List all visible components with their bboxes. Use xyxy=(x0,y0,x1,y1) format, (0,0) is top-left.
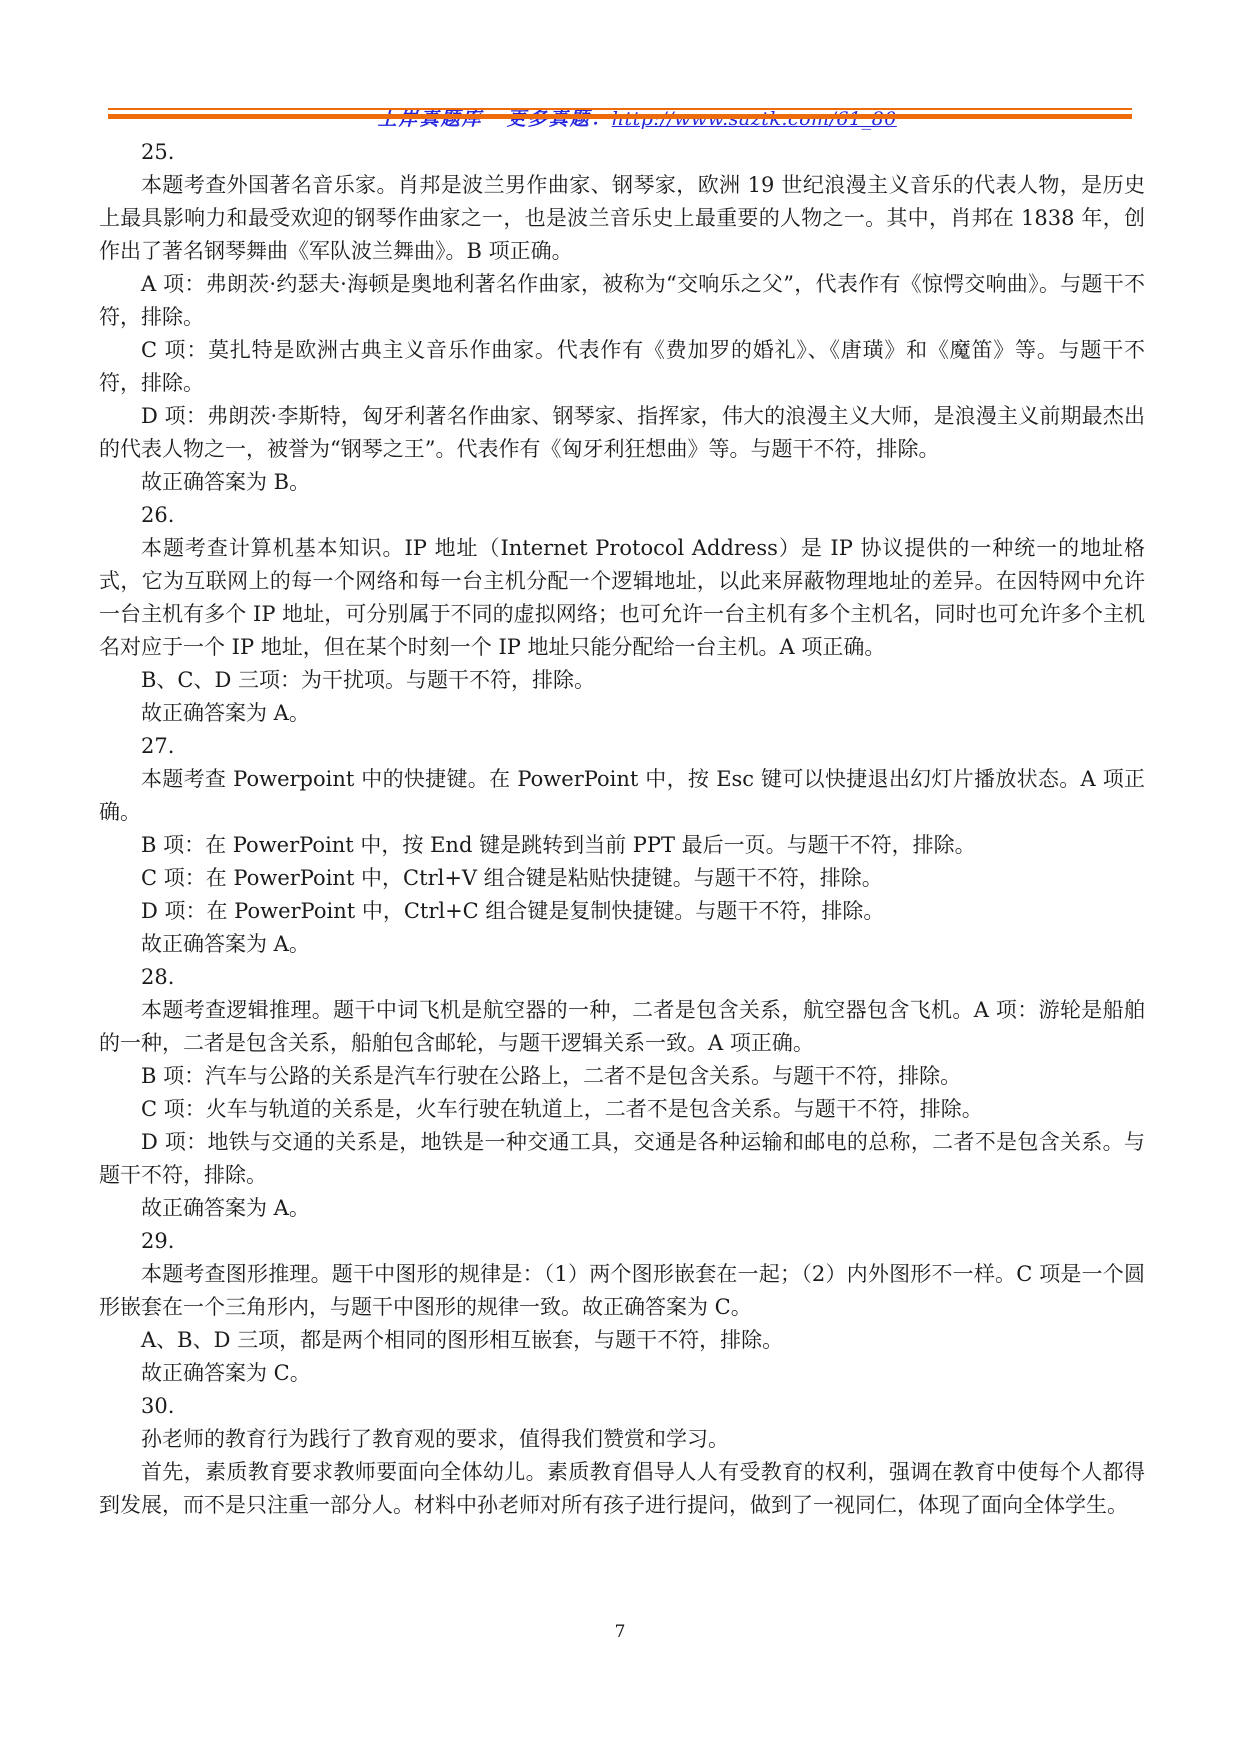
paragraph: B、C、D 三项：为干扰项。与题干不符，排除。 xyxy=(141,668,596,692)
paragraph: 故正确答案为 B。 xyxy=(141,470,311,494)
paragraph: D 项：弗朗茨·李斯特，匈牙利著名作曲家、钢琴家、指挥家，伟大的浪漫主义大师，是浪漫主义前期最杰出的代表人物之一，被誉为“钢琴之王”。代表作有《匈牙利狂想曲》等。与题干不符，排除。 xyxy=(99,404,1145,461)
paragraph: 本题考查计算机基本知识。IP 地址（Internet Protocol Address）是 IP 协议提供的一种统一的地址格式，它为互联网上的每一个网络和每一台主机分配一个逻辑地址，以此来屏蔽物理地址的差异。在因特网中允许一台主机有多个 IP 地址，可分别属于不同的虚拟网络；也可允许一台主机有多个主机名，同时也可允许多个主机名对应于一个 IP 地址，但在某个时刻一个 IP 地址只能分配给一台主机。A 项正确。 xyxy=(99,536,1145,659)
header-site-name: 上岸真题库 xyxy=(377,108,483,130)
paragraph: 28. xyxy=(141,965,175,989)
header-more-label: 更多真题： xyxy=(506,108,612,130)
header-link[interactable]: http://www.saztk.com/61_80 xyxy=(611,108,897,130)
paragraph: 本题考查图形推理。题干中图形的规律是：（1）两个图形嵌套在一起；（2）内外图形不一样。C 项是一个圆形嵌套在一个三角形内，与题干中图形的规律一致。故正确答案为 C。 xyxy=(99,1262,1145,1319)
paragraph: 本题考查 Powerpoint 中的快捷键。在 PowerPoint 中，按 Esc 键可以快捷退出幻灯片播放状态。A 项正确。 xyxy=(99,767,1145,824)
paragraph: 故正确答案为 A。 xyxy=(141,932,310,956)
paragraph: C 项：莫扎特是欧洲古典主义音乐作曲家。代表作有《费加罗的婚礼》、《唐璜》和《魔笛》等。与题干不符，排除。 xyxy=(99,338,1145,395)
paragraph: C 项：火车与轨道的关系是，火车行驶在轨道上，二者不是包含关系。与题干不符，排除。 xyxy=(141,1097,983,1121)
paragraph: 首先，素质教育要求教师要面向全体幼儿。素质教育倡导人人有受教育的权利，强调在教育中使每个人都得到发展，而不是只注重一部分人。材料中孙老师对所有孩子进行提问，做到了一视同仁，体现了面向全体学生。 xyxy=(99,1460,1145,1517)
paragraph: 本题考查逻辑推理。题干中词飞机是航空器的一种，二者是包含关系，航空器包含飞机。A 项：游轮是船舶的一种，二者是包含关系，船舶包含邮轮，与题干逻辑关系一致。A 项正确。 xyxy=(99,998,1145,1055)
paragraph: 25. xyxy=(141,140,175,164)
paragraph: D 项：地铁与交通的关系是，地铁是一种交通工具，交通是各种运输和邮电的总称，二者不是包含关系。与题干不符，排除。 xyxy=(99,1130,1145,1187)
paragraph: 故正确答案为 C。 xyxy=(141,1361,311,1385)
paragraph: A 项：弗朗茨·约瑟夫·海顿是奥地利著名作曲家，被称为“交响乐之父”，代表作有《惊愕交响曲》。与题干不符，排除。 xyxy=(99,272,1145,329)
paragraph: 本题考查外国著名音乐家。肖邦是波兰男作曲家、钢琴家，欧洲 19 世纪浪漫主义音乐的代表人物，是历史上最具影响力和最受欢迎的钢琴作曲家之一，也是波兰音乐史上最重要的人物之一。其中，肖邦在 1838 年，创作出了著名钢琴舞曲《军队波兰舞曲》。B 项正确。 xyxy=(99,173,1145,263)
paragraph: B 项：在 PowerPoint 中，按 End 键是跳转到当前 PPT 最后一页。与题干不符，排除。 xyxy=(141,833,976,857)
paragraph: 29. xyxy=(141,1229,175,1253)
paragraph: 孙老师的教育行为践行了教育观的要求，值得我们赞赏和学习。 xyxy=(141,1427,729,1451)
paragraph: D 项：在 PowerPoint 中，Ctrl+C 组合键是复制快捷键。与题干不符，排除。 xyxy=(141,899,885,923)
paragraph: C 项：在 PowerPoint 中，Ctrl+V 组合键是粘贴快捷键。与题干不符，排除。 xyxy=(141,866,883,890)
paragraph: 故正确答案为 A。 xyxy=(141,701,310,725)
answer-explanations-body xyxy=(99,136,1145,1522)
paragraph: B 项：汽车与公路的关系是汽车行驶在公路上，二者不是包含关系。与题干不符，排除。 xyxy=(141,1064,962,1088)
paragraph: 30. xyxy=(141,1394,175,1418)
paragraph: 26. xyxy=(141,503,175,527)
paragraph: A、B、D 三项，都是两个相同的图形相互嵌套，与题干不符，排除。 xyxy=(141,1328,784,1352)
paragraph: 27. xyxy=(141,734,175,758)
header-rule-divider xyxy=(108,108,1132,119)
page-number: 7 xyxy=(614,1622,626,1642)
paragraph: 故正确答案为 A。 xyxy=(141,1196,310,1220)
